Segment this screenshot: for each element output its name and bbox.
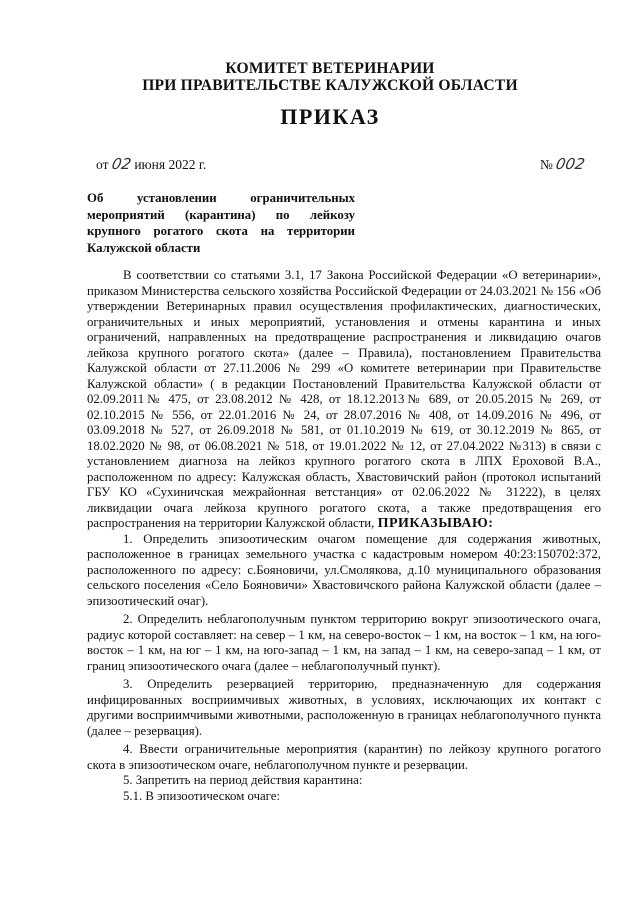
order-body bbox=[87, 268, 601, 804]
order-keyword: ПРИКАЗЫВАЮ: bbox=[377, 516, 494, 531]
number-handwritten: 002 bbox=[554, 155, 587, 173]
order-number bbox=[540, 155, 585, 173]
order-item: 2. Определить неблагополучным пунктом территорию вокруг эпизоотического очага, радиус которой составляет: на север – 1 км, на северо-восток – 1 км, на восток – 1 км, на юго-восток – 1 км, на юг – 1 км, на юго-запад – 1 км, на запад – 1 км, на северо-запад – 1 км, от границ эпизоотического очага (далее – неблагополучный пункт). bbox=[87, 612, 601, 673]
order-item: 5.1. В эпизоотическом очаге: bbox=[123, 788, 280, 803]
organization-name-line1: КОМИТЕТ ВЕТЕРИНАРИИ bbox=[225, 60, 435, 77]
organization-name-line2: ПРИ ПРАВИТЕЛЬСТВЕ КАЛУЖСКОЙ ОБЛАСТИ bbox=[142, 77, 518, 94]
order-item: 5. Запретить на период действия карантина: bbox=[123, 773, 363, 787]
order-item: 3. Определить резервацией территорию, предназначенную для содержания инфицированных восприимчивых животных, в условиях, исключающих их контакт с другими восприимчивыми животными, расположенную в границах неблагополучного пункта (далее – резервация). bbox=[87, 677, 601, 738]
order-item: 1. Определить эпизоотическим очагом помещение для содержания животных, расположенное в границах земельного участка с кадастровым номером 40:23:150702:372, расположенного по адресу: с.Бояновичи, ул.Смолякова, д.10 муниципального образования сельского поселения «Село Бояновичи» Хвастовичского района Калужской области (далее – эпизоотический очаг). bbox=[87, 531, 601, 608]
document-header bbox=[60, 60, 600, 94]
order-date bbox=[96, 155, 206, 173]
order-item: 4. Ввести ограничительные мероприятия (карантин) по лейкозу крупного рогатого скота в эпизоотическом очаге, неблагополучном пункте и резервации. bbox=[87, 742, 601, 772]
number-prefix: № bbox=[540, 157, 553, 172]
date-prefix: от bbox=[96, 157, 109, 172]
date-rest: июня 2022 г. bbox=[134, 157, 207, 172]
preamble-paragraph bbox=[87, 268, 601, 532]
date-day-handwritten: 02 bbox=[110, 155, 133, 173]
preamble-text: В соответствии со статьями 3.1, 17 Закона Российской Федерации «О ветеринарии», приказом Министерства сельского хозяйства Российской Федерации от 24.03.2021 № 156 «Об утверждении Ветеринарных правил осуществления профилактических, диагностических, ограничительных и иных мероприятий, установления и отмены карантина и иных ограничений, направленных на предотвращение распространения и ликвидацию очагов лейкоза крупного рогатого скота» (далее – Правила), постановлением Правительства Калужской области от 27.11.2006 № 299 «О комитете ветеринарии при Правительстве Калужской области» ( в редакции Постановлений Правительства Калужской области от 02.09.2011№ 475, от 23.08.2012 № 428, от 18.12.2013№ 689, от 20.05.2015 № 269, от 02.10.2015 № 556, от 22.01.2016 № 24, от 28.07.2016 № 408, от 14.09.2016 № 496, от 03.09.2018 № 527, от 26.09.2018 № 581, от 01.10.2019 № 619, от 30.12.2019 № 865, от 18.02.2020 № 98, от 06.08.2021 № 518, от 19.01.2022 № 12, от 27.04.2022 №313) в связи с установлением диагноза на лейкоз крупного рогатого скота в ЛПХ Ероховой В.А., расположенном по адресу: Калужская область, Хвастовичский район (протокол испытаний ГБУ КО «Сухиничская межрайонная ветстанция» от 02.06.2022 № 31222), в целях ликвидации очага лейкоза крупного рогатого скота, а также предотвращения его распространения на территории Калужской области, bbox=[87, 268, 601, 530]
document-title: ПРИКАЗ bbox=[280, 104, 380, 129]
order-subject: Об установлении ограничительных мероприятий (карантина) по лейкозу крупного рогатого скота на территории Калужской области bbox=[87, 191, 355, 255]
